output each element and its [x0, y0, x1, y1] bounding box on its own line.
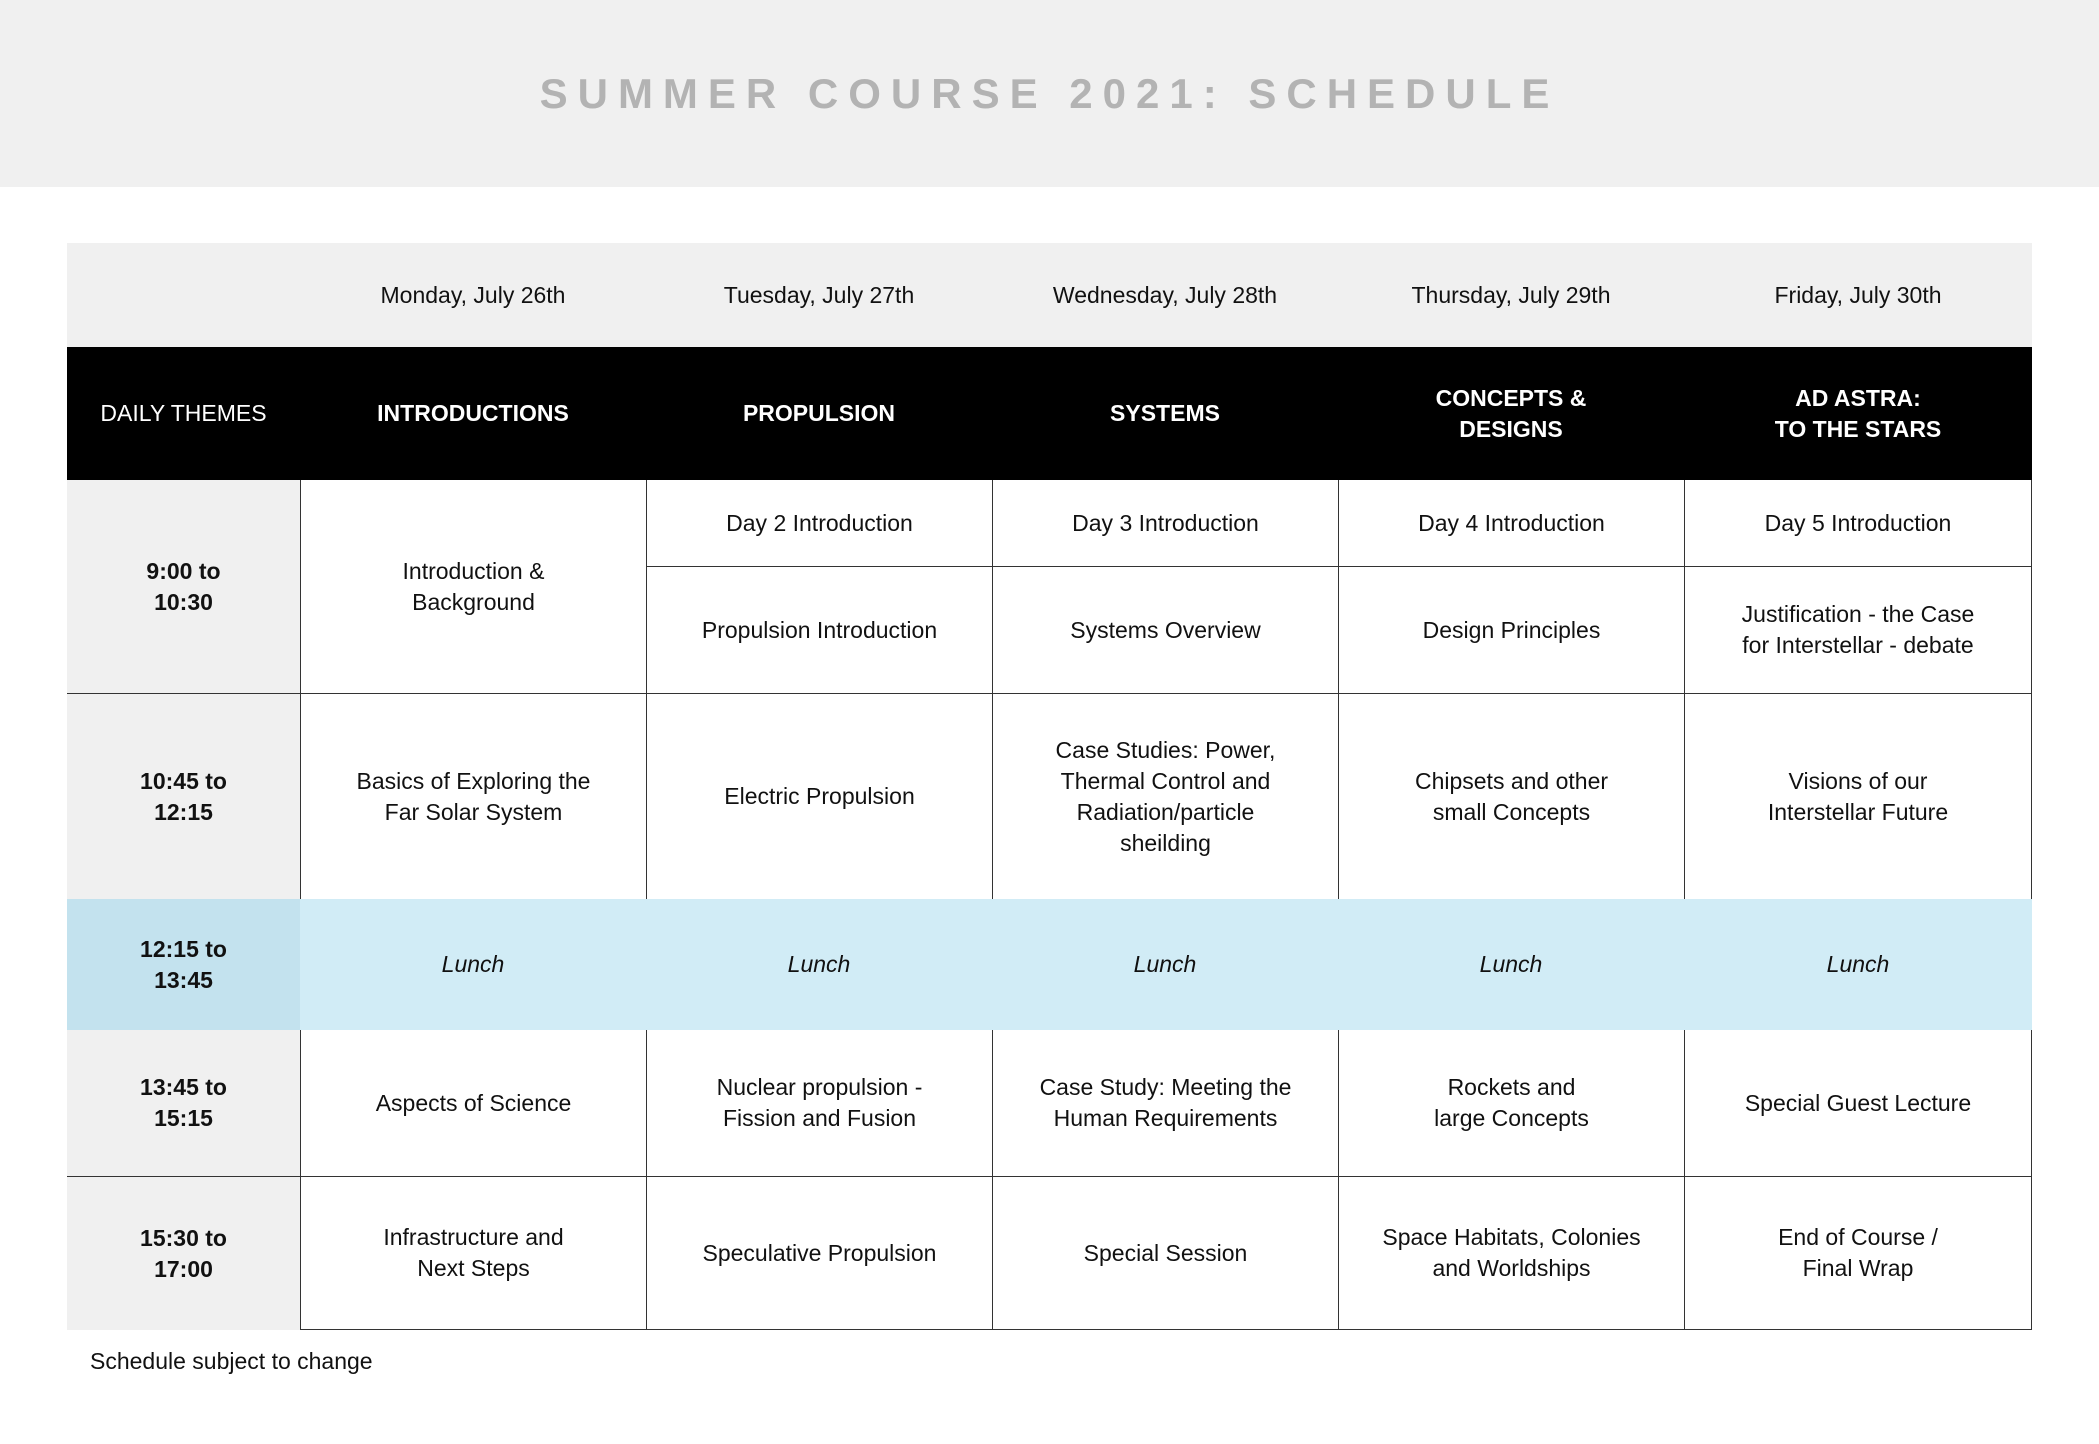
session-tuesday-slot-4: Nuclear propulsion - Fission and Fusion	[646, 1030, 992, 1177]
time-slot-lunch: 12:15 to 13:45	[67, 899, 300, 1030]
day-header-monday: Monday, July 26th	[300, 243, 646, 347]
session-thursday-slot-1: Design Principles	[1338, 567, 1684, 694]
session-thursday-slot-5: Space Habitats, Colonies and Worldships	[1338, 1177, 1684, 1330]
session-monday-slot-2: Basics of Exploring the Far Solar System	[300, 694, 646, 899]
time-slot-4: 13:45 to 15:15	[67, 1030, 300, 1177]
daily-themes-label: DAILY THEMES	[67, 347, 300, 480]
time-slot-1: 9:00 to 10:30	[67, 480, 300, 694]
session-thursday-slot-2: Chipsets and other small Concepts	[1338, 694, 1684, 899]
lunch-monday: Lunch	[300, 899, 646, 1030]
session-wednesday-slot-1: Systems Overview	[992, 567, 1338, 694]
session-friday-slot-4: Special Guest Lecture	[1684, 1030, 2032, 1177]
page-title: SUMMER COURSE 2021: SCHEDULE	[539, 69, 1560, 117]
session-wednesday-slot-2: Case Studies: Power, Thermal Control and Radiation/particle sheilding	[992, 694, 1338, 899]
theme-wednesday: SYSTEMS	[992, 347, 1338, 480]
session-tuesday-slot-1: Propulsion Introduction	[646, 567, 992, 694]
intro-wednesday: Day 3 Introduction	[992, 480, 1338, 567]
day-header-tuesday: Tuesday, July 27th	[646, 243, 992, 347]
intro-friday: Day 5 Introduction	[1684, 480, 2032, 567]
theme-monday: INTRODUCTIONS	[300, 347, 646, 480]
time-slot-5: 15:30 to 17:00	[67, 1177, 300, 1330]
session-tuesday-slot-5: Speculative Propulsion	[646, 1177, 992, 1330]
session-thursday-slot-4: Rockets and large Concepts	[1338, 1030, 1684, 1177]
theme-friday: AD ASTRA: TO THE STARS	[1684, 347, 2032, 480]
lunch-thursday: Lunch	[1338, 899, 1684, 1030]
session-monday-slot-5: Infrastructure and Next Steps	[300, 1177, 646, 1330]
session-wednesday-slot-4: Case Study: Meeting the Human Requirements	[992, 1030, 1338, 1177]
corner-cell	[67, 243, 300, 347]
theme-tuesday: PROPULSION	[646, 347, 992, 480]
session-wednesday-slot-5: Special Session	[992, 1177, 1338, 1330]
session-friday-slot-5: End of Course / Final Wrap	[1684, 1177, 2032, 1330]
lunch-friday: Lunch	[1684, 899, 2032, 1030]
lunch-tuesday: Lunch	[646, 899, 992, 1030]
day-header-wednesday: Wednesday, July 28th	[992, 243, 1338, 347]
time-slot-2: 10:45 to 12:15	[67, 694, 300, 899]
intro-thursday: Day 4 Introduction	[1338, 480, 1684, 567]
lunch-wednesday: Lunch	[992, 899, 1338, 1030]
session-tuesday-slot-2: Electric Propulsion	[646, 694, 992, 899]
title-banner	[0, 0, 2099, 187]
session-friday-slot-2: Visions of our Interstellar Future	[1684, 694, 2032, 899]
intro-tuesday: Day 2 Introduction	[646, 480, 992, 567]
day-header-thursday: Thursday, July 29th	[1338, 243, 1684, 347]
session-friday-slot-1: Justification - the Case for Interstellar - debate	[1684, 567, 2032, 694]
schedule-footnote: Schedule subject to change	[90, 1348, 373, 1374]
session-monday-slot-1: Introduction & Background	[300, 480, 646, 694]
session-monday-slot-4: Aspects of Science	[300, 1030, 646, 1177]
theme-thursday: CONCEPTS & DESIGNS	[1338, 347, 1684, 480]
day-header-friday: Friday, July 30th	[1684, 243, 2032, 347]
schedule-table	[67, 243, 2032, 1330]
